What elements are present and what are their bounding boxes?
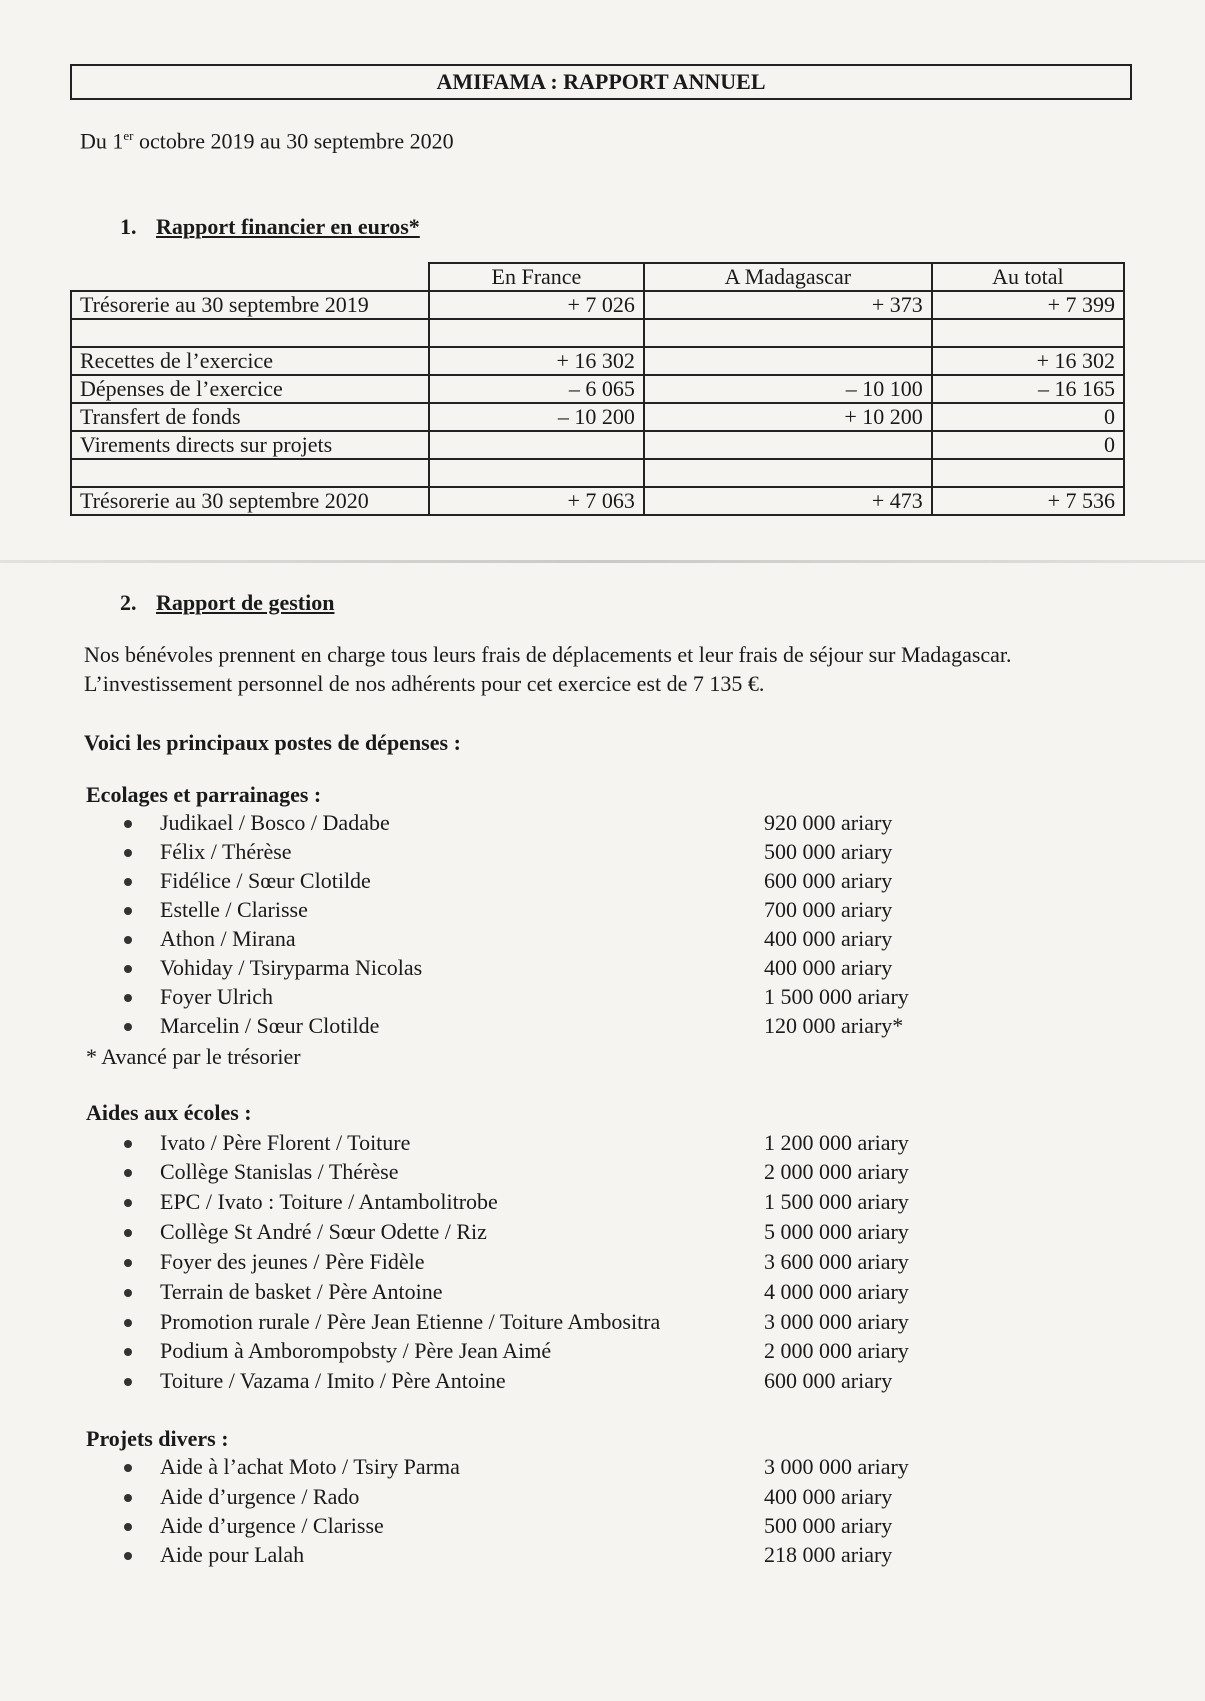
item-amount: 1 500 000 ariary bbox=[764, 984, 909, 1009]
item-name: Fidélice / Sœur Clotilde bbox=[160, 868, 371, 893]
bullet-icon bbox=[124, 820, 132, 828]
item-name: Toiture / Vazama / Imito / Père Antoine bbox=[160, 1368, 506, 1393]
list-item bbox=[124, 1247, 944, 1276]
row-label: Dépenses de l’exercice bbox=[71, 375, 429, 403]
item-name: Aide d’urgence / Rado bbox=[160, 1484, 360, 1509]
gestion-paragraph bbox=[84, 640, 1012, 698]
cell-madagascar: + 373 bbox=[644, 291, 932, 319]
cell-france bbox=[429, 431, 644, 459]
cell-madagascar bbox=[644, 459, 932, 487]
item-amount: 920 000 ariary bbox=[764, 810, 893, 835]
item-name: Ivato / Père Florent / Toiture bbox=[160, 1130, 411, 1155]
cell-total: + 7 536 bbox=[932, 487, 1124, 515]
bullet-icon bbox=[124, 1289, 132, 1297]
item-amount: 5 000 000 ariary bbox=[764, 1219, 909, 1244]
ecolages-title: Ecolages et parrainages : bbox=[86, 782, 322, 807]
item-amount: 3 600 000 ariary bbox=[764, 1249, 909, 1274]
item-name: Judikael / Bosco / Dadabe bbox=[160, 810, 390, 835]
cell-france: + 7 026 bbox=[429, 291, 644, 319]
list-item bbox=[124, 1187, 944, 1216]
item-amount: 3 000 000 ariary bbox=[764, 1454, 909, 1479]
item-name: Athon / Mirana bbox=[160, 926, 296, 951]
table-header-row bbox=[71, 263, 1124, 291]
table-row bbox=[71, 375, 1124, 403]
report-title: AMIFAMA : RAPPORT ANNUEL bbox=[70, 64, 1132, 100]
bullet-icon bbox=[124, 1199, 132, 1207]
bullet-icon bbox=[124, 1348, 132, 1356]
cell-total: + 7 399 bbox=[932, 291, 1124, 319]
list-item bbox=[124, 1366, 944, 1395]
cell-france bbox=[429, 319, 644, 347]
cell-france: + 16 302 bbox=[429, 347, 644, 375]
item-name: Aide d’urgence / Clarisse bbox=[160, 1513, 384, 1538]
item-amount: 1 200 000 ariary bbox=[764, 1130, 909, 1155]
list-item bbox=[124, 1217, 944, 1246]
header-total: Au total bbox=[932, 263, 1124, 291]
cell-madagascar bbox=[644, 319, 932, 347]
row-label: Transfert de fonds bbox=[71, 403, 429, 431]
item-amount: 120 000 ariary* bbox=[764, 1013, 904, 1038]
item-amount: 3 000 000 ariary bbox=[764, 1309, 909, 1334]
cell-total bbox=[932, 319, 1124, 347]
projets-title: Projets divers : bbox=[86, 1426, 229, 1451]
item-amount: 400 000 ariary bbox=[764, 955, 893, 980]
list-item bbox=[124, 866, 944, 895]
bullet-icon bbox=[124, 936, 132, 944]
list-item bbox=[124, 1128, 944, 1157]
bullet-icon bbox=[124, 1319, 132, 1327]
list-item bbox=[124, 982, 944, 1011]
cell-madagascar bbox=[644, 347, 932, 375]
item-name: Collège St André / Sœur Odette / Riz bbox=[160, 1219, 487, 1244]
cell-madagascar: – 10 100 bbox=[644, 375, 932, 403]
section-number: 2. bbox=[120, 590, 137, 615]
bullet-icon bbox=[124, 1378, 132, 1386]
list-item bbox=[124, 1307, 944, 1336]
row-label: Recettes de l’exercice bbox=[71, 347, 429, 375]
bullet-icon bbox=[124, 1259, 132, 1267]
list-item bbox=[124, 808, 944, 837]
header-blank-cell bbox=[71, 263, 429, 291]
section-title: Rapport de gestion bbox=[156, 590, 335, 615]
bullet-icon bbox=[124, 1169, 132, 1177]
period-prefix: Du 1 bbox=[80, 128, 124, 154]
bullet-icon bbox=[124, 1552, 132, 1560]
cell-total bbox=[932, 459, 1124, 487]
bullet-icon bbox=[124, 1523, 132, 1531]
table-row bbox=[71, 319, 1124, 347]
item-name: Foyer Ulrich bbox=[160, 984, 274, 1009]
item-amount: 700 000 ariary bbox=[764, 897, 893, 922]
list-item bbox=[124, 1277, 944, 1306]
postes-title: Voici les principaux postes de dépenses : bbox=[84, 730, 461, 755]
bullet-icon bbox=[124, 994, 132, 1002]
bullet-icon bbox=[124, 1140, 132, 1148]
item-name: Collège Stanislas / Thérèse bbox=[160, 1159, 399, 1184]
cell-total: 0 bbox=[932, 403, 1124, 431]
bullet-icon bbox=[124, 1229, 132, 1237]
list-item bbox=[124, 837, 944, 866]
row-label bbox=[71, 459, 429, 487]
item-amount: 2 000 000 ariary bbox=[764, 1338, 909, 1363]
aides-title: Aides aux écoles : bbox=[86, 1100, 252, 1125]
report-period bbox=[80, 128, 454, 154]
header-france: En France bbox=[429, 263, 644, 291]
cell-total: 0 bbox=[932, 431, 1124, 459]
bullet-icon bbox=[124, 849, 132, 857]
item-name: Félix / Thérèse bbox=[160, 839, 292, 864]
list-item bbox=[124, 1452, 944, 1481]
list-item bbox=[124, 1482, 944, 1511]
table-row bbox=[71, 403, 1124, 431]
cell-france: + 7 063 bbox=[429, 487, 644, 515]
table-row bbox=[71, 431, 1124, 459]
cell-madagascar bbox=[644, 431, 932, 459]
item-name: Marcelin / Sœur Clotilde bbox=[160, 1013, 380, 1038]
section-title: Rapport financier en euros* bbox=[156, 214, 420, 239]
bullet-icon bbox=[124, 965, 132, 973]
paper-fold-line bbox=[0, 560, 1205, 563]
item-name: Aide à l’achat Moto / Tsiry Parma bbox=[160, 1454, 460, 1479]
item-amount: 500 000 ariary bbox=[764, 839, 893, 864]
list-item bbox=[124, 924, 944, 953]
list-item bbox=[124, 1011, 944, 1040]
item-amount: 600 000 ariary bbox=[764, 1368, 893, 1393]
row-label: Virements directs sur projets bbox=[71, 431, 429, 459]
cell-total: – 16 165 bbox=[932, 375, 1124, 403]
cell-france bbox=[429, 459, 644, 487]
period-sup: er bbox=[123, 128, 134, 143]
section-number: 1. bbox=[120, 214, 137, 239]
list-item bbox=[124, 895, 944, 924]
item-amount: 400 000 ariary bbox=[764, 1484, 893, 1509]
cell-france: – 10 200 bbox=[429, 403, 644, 431]
item-name: Estelle / Clarisse bbox=[160, 897, 308, 922]
bullet-icon bbox=[124, 1464, 132, 1472]
list-item bbox=[124, 1511, 944, 1540]
item-amount: 218 000 ariary bbox=[764, 1542, 893, 1567]
list-item bbox=[124, 1540, 944, 1569]
gestion-line: L’investissement personnel de nos adhérents pour cet exercice est de 7 135 €. bbox=[84, 671, 765, 696]
bullet-icon bbox=[124, 1023, 132, 1031]
header-madagascar: A Madagascar bbox=[644, 263, 932, 291]
item-amount: 1 500 000 ariary bbox=[764, 1189, 909, 1214]
cell-madagascar: + 473 bbox=[644, 487, 932, 515]
bullet-icon bbox=[124, 907, 132, 915]
financial-table bbox=[70, 262, 1125, 516]
item-amount: 4 000 000 ariary bbox=[764, 1279, 909, 1304]
gestion-line: Nos bénévoles prennent en charge tous leurs frais de déplacements et leur frais de séjour sur Madagascar. bbox=[84, 642, 1012, 667]
bullet-icon bbox=[124, 1494, 132, 1502]
item-amount: 600 000 ariary bbox=[764, 868, 893, 893]
row-label bbox=[71, 319, 429, 347]
row-label: Trésorerie au 30 septembre 2019 bbox=[71, 291, 429, 319]
bullet-icon bbox=[124, 878, 132, 886]
cell-madagascar: + 10 200 bbox=[644, 403, 932, 431]
table-row bbox=[71, 347, 1124, 375]
section-financial-heading bbox=[120, 214, 420, 240]
list-item bbox=[124, 1336, 944, 1365]
item-name: Foyer des jeunes / Père Fidèle bbox=[160, 1249, 425, 1274]
item-name: EPC / Ivato : Toiture / Antambolitrobe bbox=[160, 1189, 498, 1214]
list-item bbox=[124, 1157, 944, 1186]
table-row bbox=[71, 459, 1124, 487]
table-row bbox=[71, 487, 1124, 515]
item-amount: 2 000 000 ariary bbox=[764, 1159, 909, 1184]
row-label: Trésorerie au 30 septembre 2020 bbox=[71, 487, 429, 515]
item-name: Aide pour Lalah bbox=[160, 1542, 305, 1567]
table-row bbox=[71, 291, 1124, 319]
item-name: Podium à Amborompobsty / Père Jean Aimé bbox=[160, 1338, 552, 1363]
item-name: Promotion rurale / Père Jean Etienne / Toiture Ambositra bbox=[160, 1309, 661, 1334]
item-name: Terrain de basket / Père Antoine bbox=[160, 1279, 443, 1304]
cell-france: – 6 065 bbox=[429, 375, 644, 403]
ecolages-footnote: * Avancé par le trésorier bbox=[86, 1044, 301, 1069]
cell-total: + 16 302 bbox=[932, 347, 1124, 375]
item-amount: 500 000 ariary bbox=[764, 1513, 893, 1538]
section-management-heading bbox=[120, 590, 334, 616]
item-name: Vohiday / Tsiryparma Nicolas bbox=[160, 955, 423, 980]
period-rest: octobre 2019 au 30 septembre 2020 bbox=[133, 128, 454, 154]
list-item bbox=[124, 953, 944, 982]
item-amount: 400 000 ariary bbox=[764, 926, 893, 951]
